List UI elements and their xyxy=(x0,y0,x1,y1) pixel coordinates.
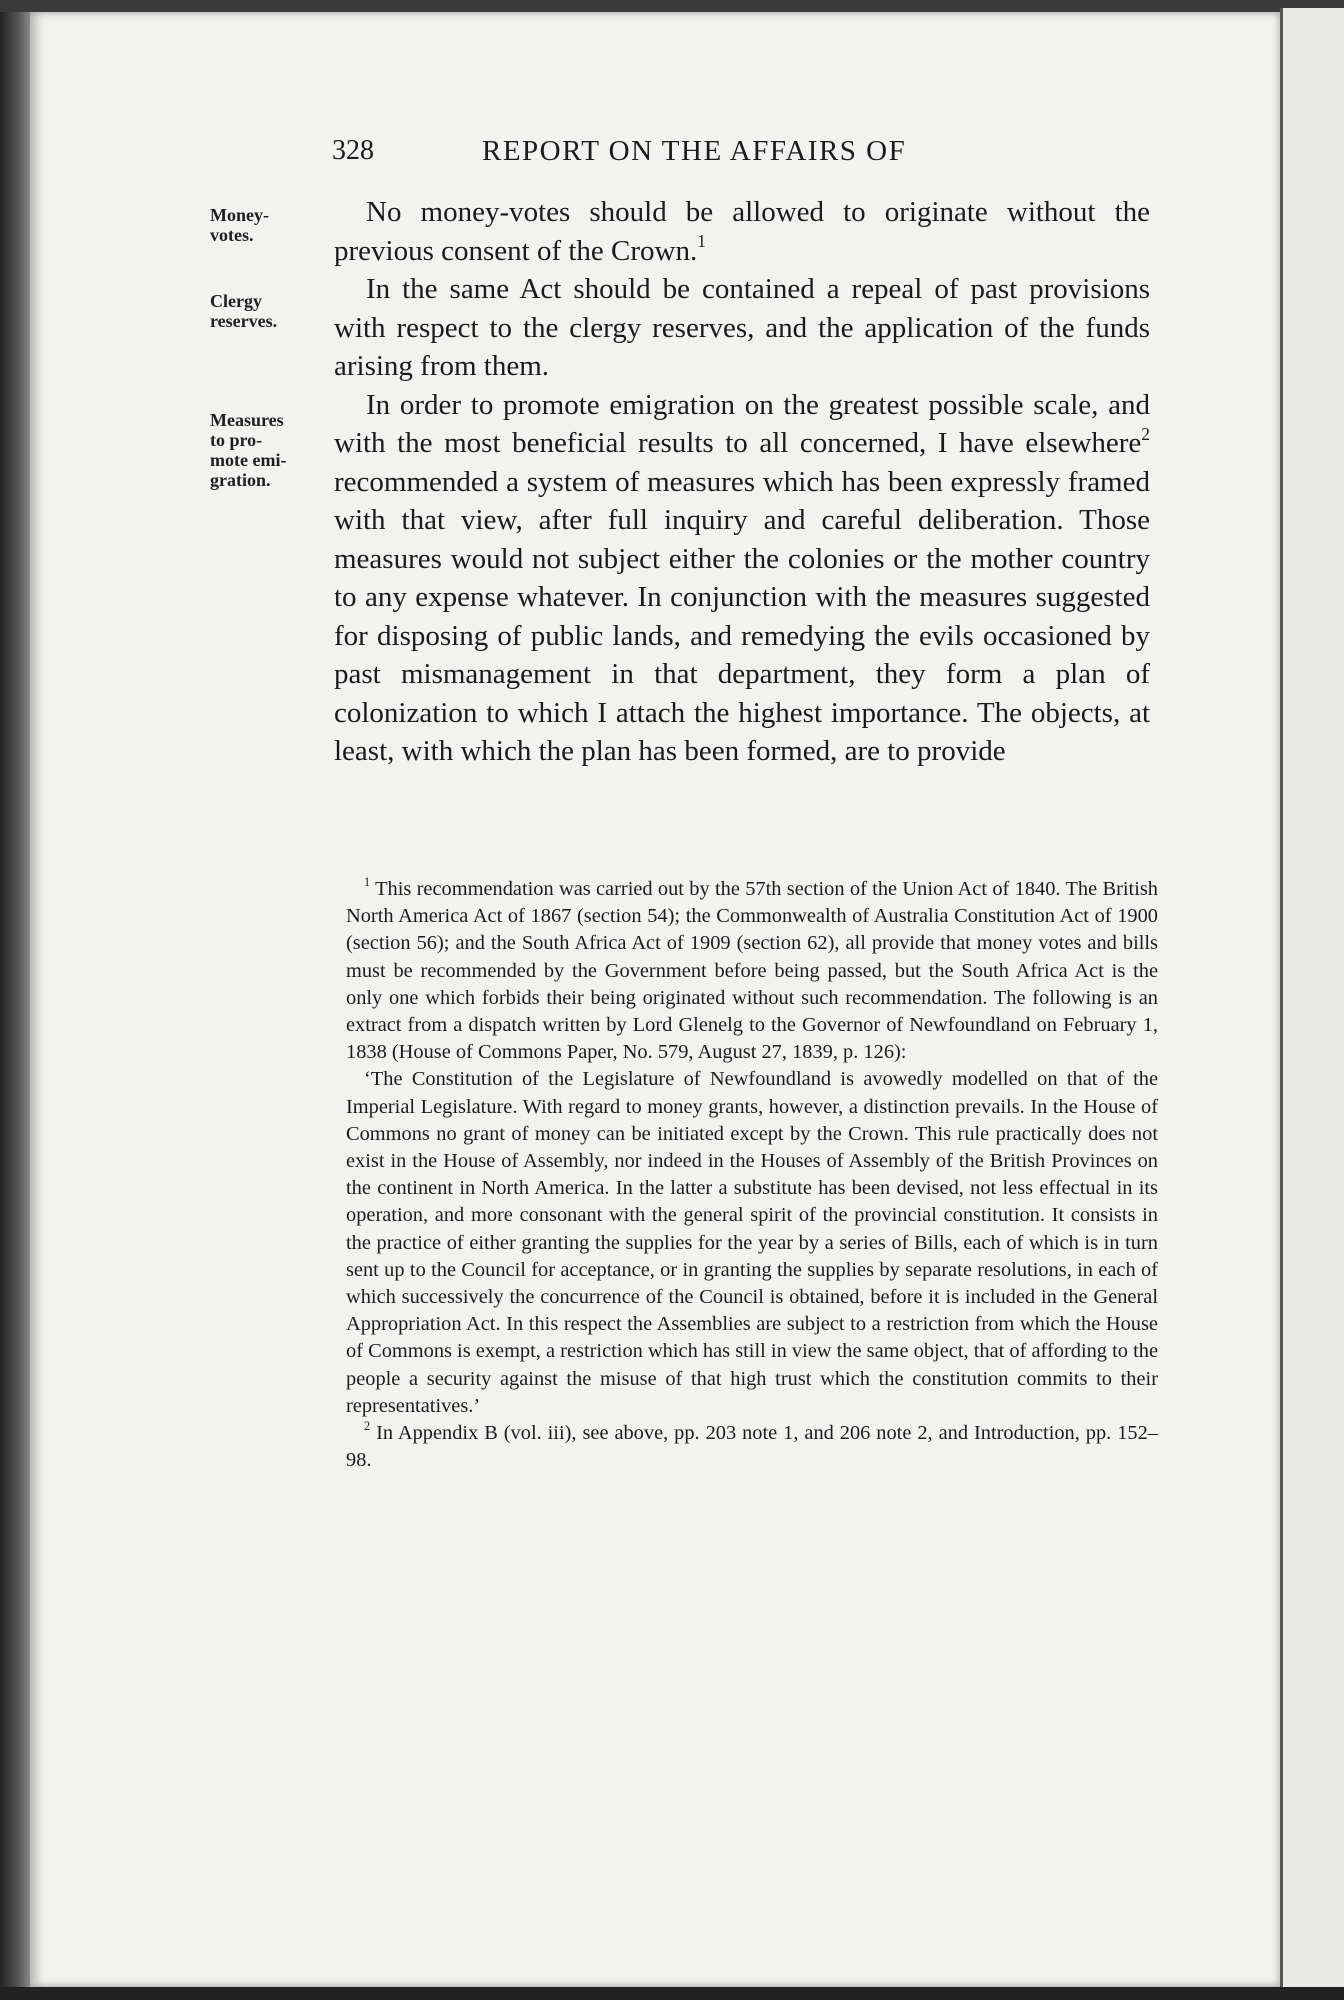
scan-bottom-edge xyxy=(0,1987,1344,2000)
footnote-ref-2: 2 xyxy=(1141,423,1150,444)
next-page-edge xyxy=(1280,8,1344,1998)
margin-note-emigration: Measures to pro- mote emi- gration. xyxy=(210,410,287,490)
margin-note-money-votes: Money- votes. xyxy=(210,205,269,245)
footnote-ref-1: 1 xyxy=(697,231,706,252)
footnote-1-quote: ‘The Constitution of the Legislature of Newfoundland is avowedly modelled on that of the Imperial Legislature. With regard to money grants, however, a distinction prevails. In the House of Commons no grant of money can be initiated except by the Crown. This rule practically does not exist in the House of Assembly, nor indeed in the Houses of Assembly of the British Provinces on the continent in North America. In the latter a substitute has been devised, not less effectual in its operation, and more consonant with the general spirit of the provincial constitution. It consists in the practice of either granting the supplies for the year by a series of Bills, each of which is in turn sent up to the Council for acceptance, or in granting the supplies by separate resolutions, in each of which successively the concurrence of the Council is obtained, before it is included in the General Appropriation Act. In this respect the Assemblies are subject to a restriction from which the House of Commons is exempt, a restriction which has still in view the same object, that of affording to the people a security against the misuse of that high trust which the constitution commits to their representatives.’ xyxy=(346,1068,1158,1417)
page-number: 328 xyxy=(332,135,374,166)
paragraph-clergy-reserves: In the same Act should be contained a repeal of past provisions with respect to the clergy reserves, and the application of the funds arising from them. xyxy=(334,273,1150,382)
footnotes xyxy=(346,876,1158,1474)
page-header xyxy=(332,135,1152,175)
margin-note-clergy-reserves: Clergy reserves. xyxy=(210,291,278,331)
scan-top-edge xyxy=(0,0,1344,12)
body-text xyxy=(334,193,1150,771)
footnote-2: $^2$ In Appendix B (vol. iii), see above, pp. 203 note 1, and 206 note 2, and Introduction, pp. 152–98. xyxy=(346,1419,1158,1472)
paragraph-money-votes: No money-votes should be allowed to originate without the previous consent of the Crown.$^1$ xyxy=(334,196,1150,267)
footnote-1: $^1$ This recommendation was carried out by the 57th section of the Union Act of 1840. The British North America Act of 1867 (section 54); the Commonwealth of Australia Constitution Act of 1900 (section 56); and the South Africa Act of 1909 (section 62), all provide that money votes and bills must be recommended by the Government before being passed, but the South Africa Act is the only one which forbids their being originated without such recommendation. The following is an extract from a dispatch written by Lord Glenelg to the Governor of Newfoundland on February 1, 1838 (House of Commons Paper, No. 579, August 27, 1839, p. 126): xyxy=(346,874,1158,1064)
book-gutter xyxy=(0,0,30,2000)
running-title: REPORT ON THE AFFAIRS OF xyxy=(482,135,907,167)
paragraph-emigration: In order to promote emigration on the greatest possible scale, and with the most beneficial results to all concerned, I have elsewhere$^2$ recommended a system of measures which has been expressly framed with that view, after full inquiry and careful deliberation. Those measures would not subject either the colonies or the mother country to any expense whatever. In conjunction with the measures suggested for disposing of public lands, and remedying the evils occasioned by past mismanagement in that department, they form a plan of colonization to which I attach the highest importance. The objects, at least, with which the plan has been formed, are to provide xyxy=(334,388,1150,767)
